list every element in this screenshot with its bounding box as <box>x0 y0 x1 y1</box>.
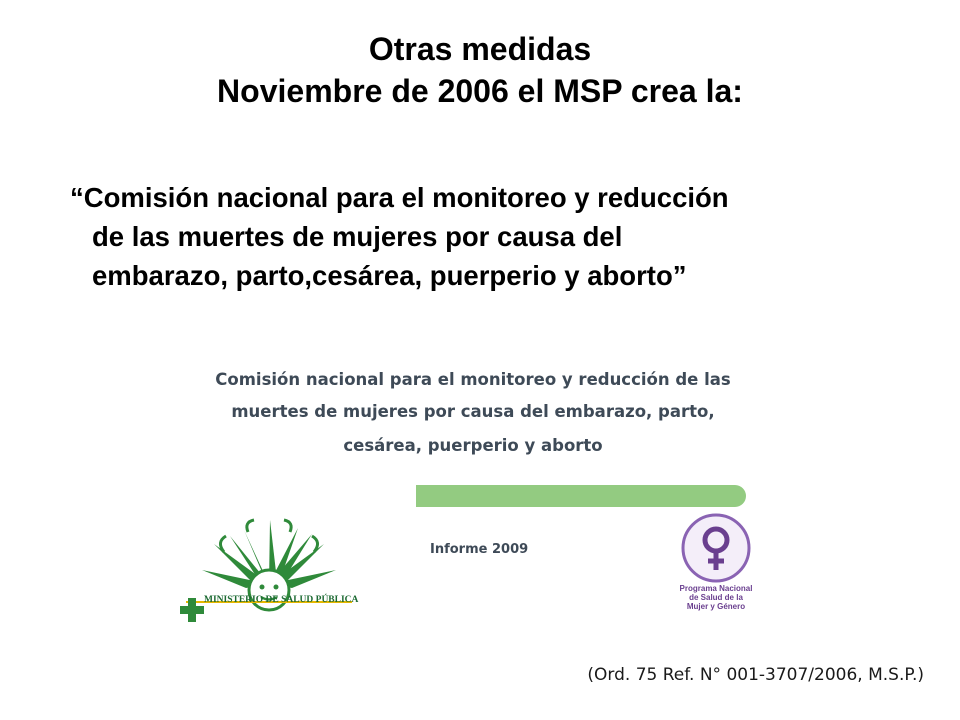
sun-logo-icon <box>174 512 364 622</box>
commission-quote <box>70 178 890 295</box>
report-cover-image <box>168 352 778 630</box>
program-caption-line-2: de Salud de la <box>689 593 743 602</box>
title-line-2: Noviembre de 2006 el MSP crea la: <box>217 73 743 109</box>
report-subtitle: Informe 2009 <box>430 542 529 557</box>
ordinance-reference: (Ord. 75 Ref. N° 001-3707/2006, M.S.P.) <box>587 665 924 685</box>
program-caption-line-1: Programa Nacional <box>679 584 753 593</box>
quote-line-3: embarazo, parto,cesárea, puerperio y aborto” <box>92 260 687 291</box>
green-accent-bar <box>416 485 746 507</box>
report-title <box>168 364 778 462</box>
report-title-line-2: muertes de mujeres por causa del embarazo, parto, <box>231 402 715 421</box>
program-logo-caption <box>664 584 768 611</box>
program-caption-line-3: Mujer y Género <box>686 602 746 611</box>
msp-logo-label: MINISTERIO DE SALUD PÚBLICA <box>204 595 359 605</box>
report-title-line-3: cesárea, puerperio y aborto <box>343 436 603 455</box>
report-title-line-1: Comisión nacional para el monitoreo y reducción de las <box>215 370 731 389</box>
quote-line-2: de las muertes de mujeres por causa del <box>92 221 623 252</box>
quote-line-1: “Comisión nacional para el monitoreo y reducción <box>70 182 729 213</box>
title-line-1: Otras medidas <box>368 31 592 67</box>
slide-title <box>0 28 960 112</box>
female-symbol-icon <box>680 512 752 584</box>
